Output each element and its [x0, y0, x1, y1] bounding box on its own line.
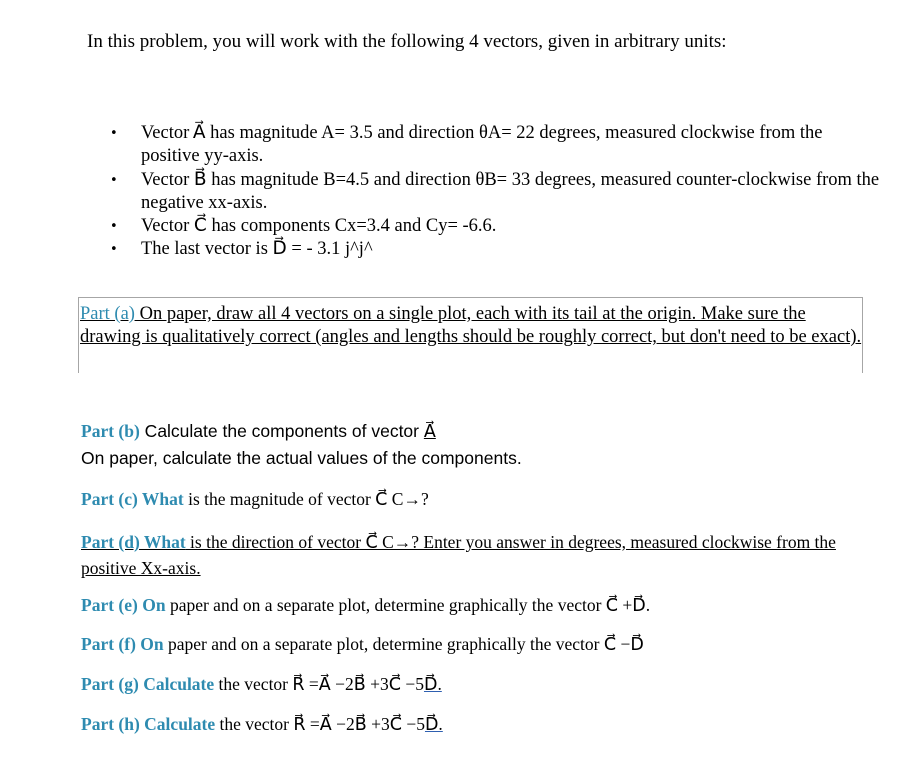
part-b-text: Calculate the components of vector	[139, 421, 424, 441]
part-a	[80, 303, 863, 350]
part-f-text: paper and on a separate plot, determine graphically the vector C⃗ −D⃗	[163, 634, 644, 654]
part-d-text: is the direction of vector C⃗ C→? Enter you answer in degrees, measured clockwise from the positive Xx-axis.	[81, 532, 836, 578]
part-g-text: the vector R⃗ =A⃗ −2B⃗ +3C⃗ −5	[214, 674, 424, 694]
part-c	[81, 489, 429, 510]
part-h-label: Part (h) Calculate	[81, 714, 216, 734]
part-f-label: Part (f) On	[81, 634, 164, 654]
part-g	[81, 674, 442, 695]
part-b-label: Part (b)	[81, 421, 140, 441]
vector-list	[110, 122, 880, 262]
bullet-icon: •	[110, 126, 118, 141]
bullet-icon: •	[110, 242, 118, 258]
list-item	[110, 238, 880, 261]
bullet-icon: •	[110, 172, 118, 188]
part-b-vector: A⃗	[423, 421, 436, 441]
part-b-line2: On paper, calculate the actual values of the components.	[81, 448, 522, 468]
part-h-tail: D⃗.	[424, 714, 443, 734]
part-e-label: Part (e) On	[81, 595, 166, 615]
bullet-icon: •	[110, 219, 118, 235]
vector-d-text: The last vector is D⃗ = - 3.1 j^j^	[141, 239, 373, 260]
list-item	[110, 122, 880, 169]
vector-b-text: Vector B⃗ has magnitude B=4.5 and direction θB= 33 degrees, measured counter-clockwise from the negative xx-axis.	[141, 169, 880, 213]
list-item	[110, 169, 880, 216]
part-a-label: Part (a)	[80, 304, 135, 324]
part-c-label: Part (c) What	[81, 489, 184, 509]
part-g-tail: D⃗.	[423, 674, 442, 694]
part-f	[81, 634, 644, 655]
list-item	[110, 215, 880, 238]
part-b	[81, 421, 436, 442]
vector-a-text: Vector A⃗ has magnitude A= 3.5 and direction θA= 22 degrees, measured clockwise from the positive yy-axis.	[141, 123, 823, 167]
part-d	[81, 529, 861, 581]
part-e	[81, 595, 650, 616]
part-d-label: Part (d) What	[81, 532, 186, 552]
part-h-text: the vector R⃗ =A⃗ −2B⃗ +3C⃗ −5	[215, 714, 425, 734]
part-c-text: is the magnitude of vector C⃗ C→?	[183, 489, 429, 509]
part-h	[81, 714, 443, 735]
intro-text: In this problem, you will work with the following 4 vectors, given in arbitrary units:	[87, 31, 727, 52]
vector-c-text: Vector C⃗ has components Cx=3.4 and Cy= -6.6.	[141, 216, 497, 237]
part-e-text: paper and on a separate plot, determine graphically the vector C⃗ +D⃗.	[165, 595, 651, 615]
part-g-label: Part (g) Calculate	[81, 674, 215, 694]
part-a-text: On paper, draw all 4 vectors on a single plot, each with its tail at the origin. Make sure the drawing is qualitatively correct (angles and lengths should be roughly correct, but don't need to be exact).	[80, 304, 862, 348]
